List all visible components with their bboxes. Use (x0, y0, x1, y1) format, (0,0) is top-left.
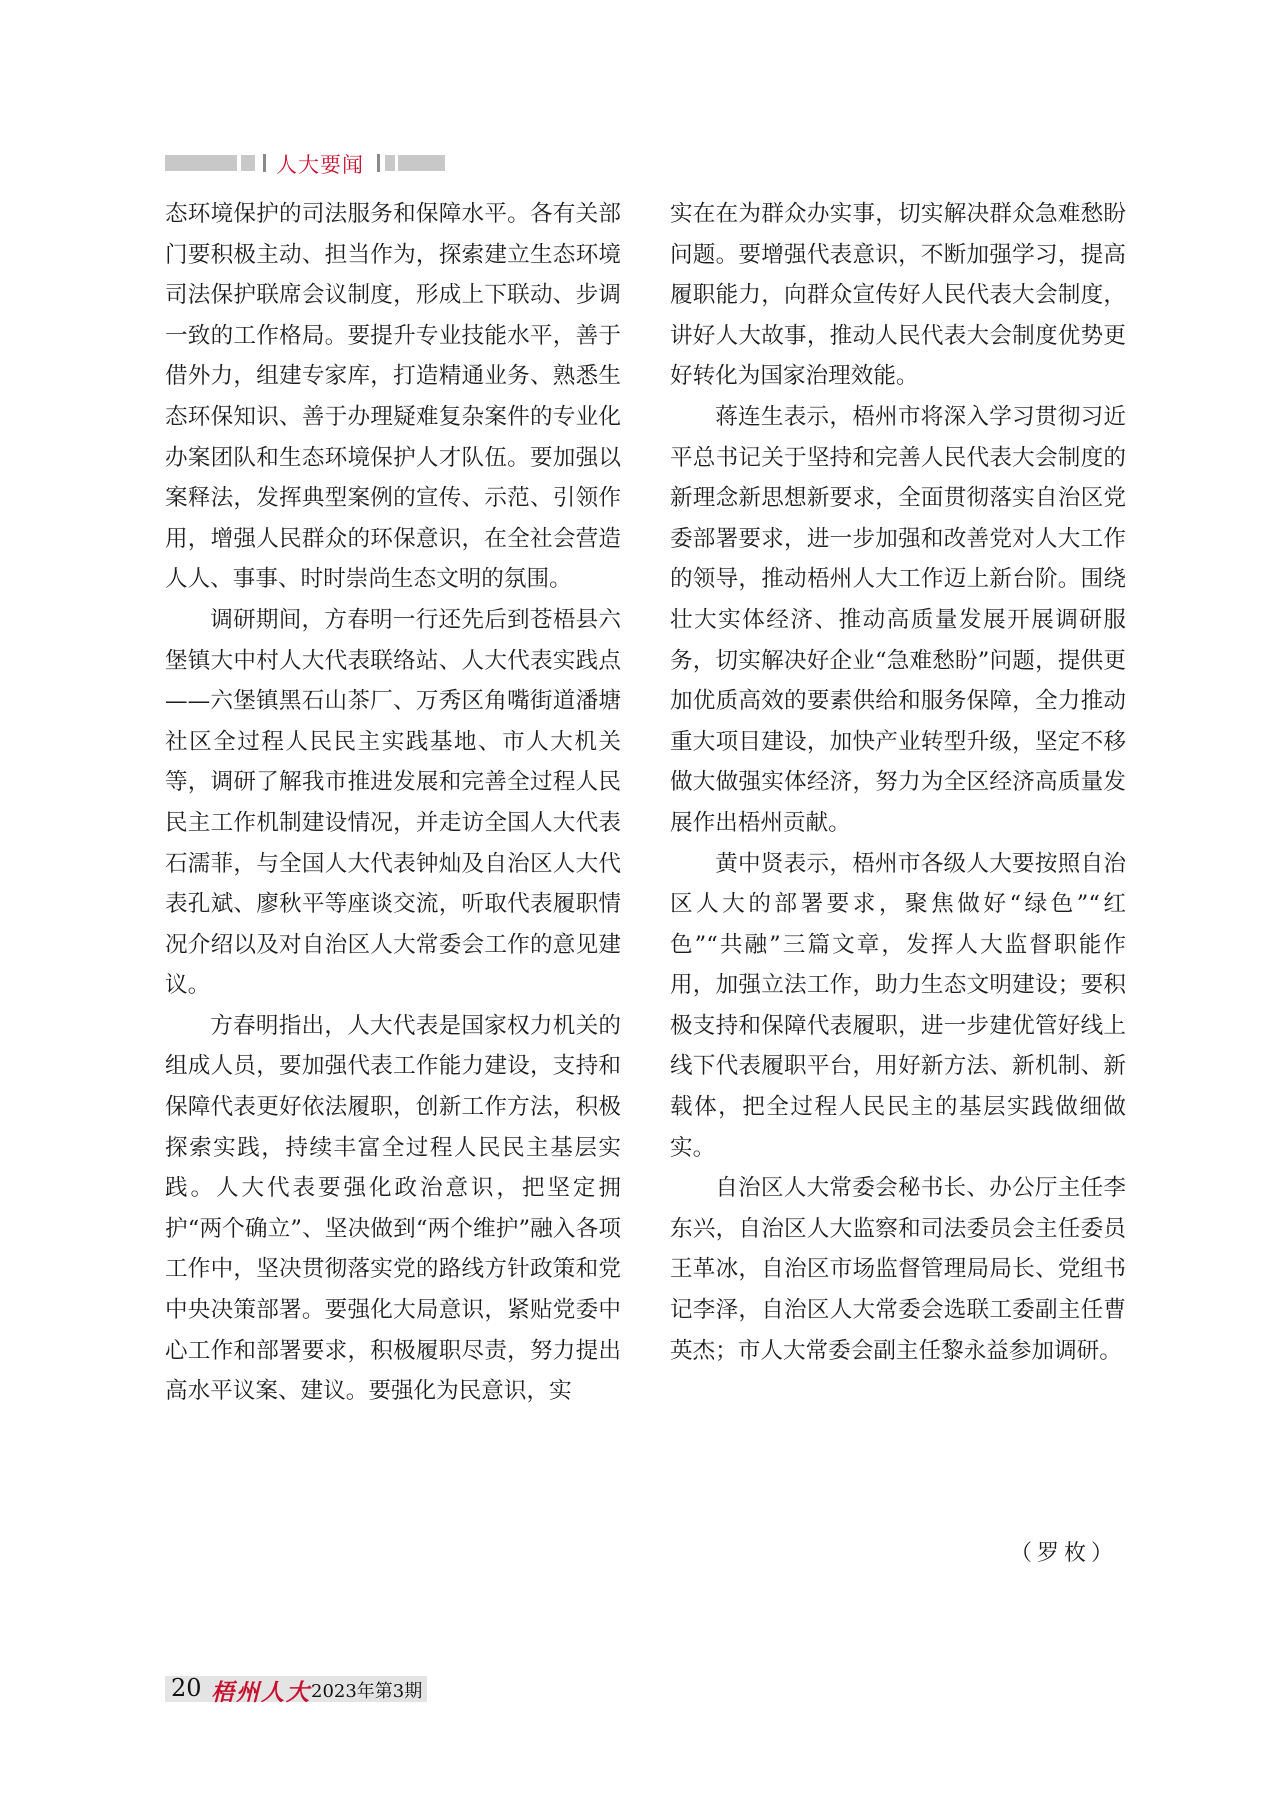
section-title: 人大要闻 (276, 153, 364, 177)
header-decor-tick (263, 154, 266, 172)
page-footer (165, 1674, 427, 1706)
paragraph: 黄中贤表示，梧州市各级人大要按照自治区人大的部署要求，聚焦做好“绿色”“红色”“共融”三篇文章，发挥人大监督职能作用，加强立法工作，助力生态文明建设；要积极支持和保障代表履职，进一步建优管好线上线下代表履职平台，用好新方法、新机制、新载体，把全过程人民民主的基层实践做细做实。 (670, 850, 1126, 1161)
header-decor-block (385, 155, 395, 171)
header-decor-block (165, 155, 237, 171)
paragraph: 蒋连生表示，梧州市将深入学习贯彻习近平总书记关于坚持和完善人民代表大会制度的新理念新思想新要求，全面贯彻落实自治区党委部署要求，进一步加强和改善党对人大工作的领导，推动梧州人大工作迈上新台阶。围绕壮大实体经济、推动高质量发展开展调研服务，切实解决好企业“急难愁盼”问题，提供更加优质高效的要素供给和服务保障，全力推动重大项目建设，加快产业转型升级，坚定不移做大做强实体经济，努力为全区经济高质量发展作出梧州贡献。 (670, 403, 1126, 836)
paragraph: 方春明指出，人大代表是国家权力机关的组成人员，要加强代表工作能力建设，支持和保障代表更好依法履职，创新工作方法，积极探索实践，持续丰富全过程人民民主基层实践。人大代表要强化政治意识，把坚定拥护“两个确立”、坚决做到“两个维护”融入各项工作中，坚决贯彻落实党的路线方针政策和党中央决策部署。要强化大局意识，紧贴党委中心工作和部署要求，积极履职尽责，努力提出高水平议案、建议。要强化为民意识，实 (165, 1012, 621, 1405)
paragraph: 态环境保护的司法服务和保障水平。各有关部门要积极主动、担当作为，探索建立生态环境司法保护联席会议制度，形成上下联动、步调一致的工作格局。要提升专业技能水平，善于借外力，组建专家库，打造精通业务、熟悉生态环保知识、善于办理疑难复杂案件的专业化办案团队和生态环境保护人才队伍。要加强以案释法，发挥典型案例的宣传、示范、引领作用，增强人民群众的环保意识，在全社会营造人人、事事、时时崇尚生态文明的氛围。 (165, 201, 621, 593)
right-column (670, 194, 1126, 1371)
page-number: 20 (171, 1674, 202, 1702)
header-decor-tick (377, 154, 380, 172)
paragraph: 调研期间，方春明一行还先后到苍梧县六堡镇大中村人大代表联络站、人大代表实践点——六堡镇黑石山茶厂、万秀区角嘴街道潘塘社区全过程人民民主实践基地、市人大机关等，调研了解我市推进发展和完善全过程人民民主工作机制建设情况，并走访全国人大代表石濡菲，与全国人大代表钟灿及自治区人大代表孔斌、廖秋平等座谈交流，听取代表履职情况介绍以及对自治区人大常委会工作的意见建议。 (165, 606, 621, 999)
author-byline: （罗枚） (1010, 1541, 1119, 1566)
left-column (165, 194, 621, 1412)
header-decor-block (398, 155, 445, 171)
paragraph: 自治区人大常委会秘书长、办公厅主任李东兴，自治区人大监察和司法委员会主任委员王革冰，自治区市场监督管理局局长、党组书记李泽，自治区人大常委会选联工委副主任曹英杰；市人大常委会副主任黎永益参加调研。 (670, 1175, 1126, 1364)
section-header (165, 152, 445, 177)
magazine-name: 梧州人大 (211, 1679, 311, 1706)
issue-label: 2023年第3期 (311, 1681, 423, 1702)
header-decor-block (241, 155, 255, 171)
paragraph: 实在在为群众办实事，切实解决群众急难愁盼问题。要增强代表意识，不断加强学习，提高履职能力，向群众宣传好人民代表大会制度，讲好人大故事，推动人民代表大会制度优势更好转化为国家治理效能。 (670, 201, 1126, 390)
